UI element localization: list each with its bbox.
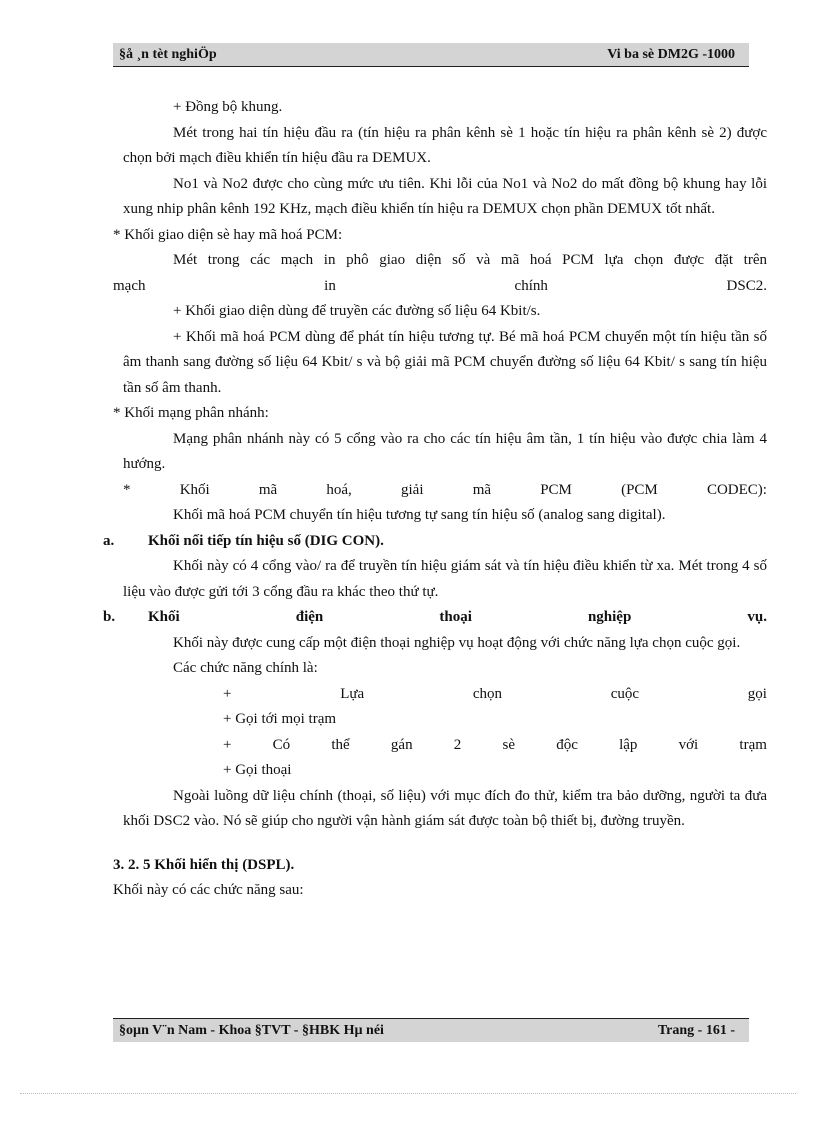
paragraph: Mạng phân nhánh này có 5 cổng vào ra cho các tín hiệu âm tần, 1 tín hiệu vào được chia làm 4 hướng. (123, 430, 767, 472)
para-line: Khối này có các chức năng sau: (113, 882, 304, 898)
section-a-heading (103, 529, 767, 555)
word: 2 (453, 736, 462, 753)
word: CODEC): (706, 481, 767, 498)
word: gán (390, 736, 413, 753)
word: lập (619, 736, 638, 753)
para-line: + Gọi thoại (223, 762, 292, 778)
para-line: + Gọi tới mọi trạm (223, 711, 337, 727)
word: điện (295, 609, 324, 625)
word: gọi (747, 685, 767, 702)
word: mã (258, 481, 278, 498)
word: thể (331, 736, 350, 753)
word: giải (401, 481, 424, 498)
word: thoại (439, 609, 472, 625)
word: Lựa (340, 685, 365, 702)
page-footer (113, 1018, 749, 1042)
justified-line (123, 733, 767, 759)
word: với (678, 736, 699, 753)
word: (PCM (621, 481, 658, 498)
paragraph: Khối này được cung cấp một điện thoại nghiệp vụ hoạt động với chức năng lựa chọn cuộc gọi. (173, 634, 741, 651)
footer-left: §oµn V¨n Nam - Khoa §TVT - §HBK Hµ néi (119, 1022, 384, 1038)
document-body (103, 95, 767, 904)
word: nghiệp (587, 609, 632, 625)
word: độc (556, 736, 578, 753)
subheading: * Khối giao diện sè hay mã hoá PCM: (113, 226, 343, 243)
word: trạm (739, 736, 767, 753)
word: Có (272, 736, 291, 753)
section-b-heading (103, 605, 767, 631)
word: hoá, (326, 481, 352, 498)
paragraph: Ngoài luồng dữ liệu chính (thoại, số liệu) với mục đích đo thử, kiểm tra bảo dưỡng, người ta đưa khối DSC2 vào. Nó sẽ giúp cho người vận hành giám sát được toàn bộ thiết bị, đường truyền. (123, 787, 767, 829)
para-line: Khối mã hoá PCM chuyển tín hiệu tương tự sang tín hiệu số (analog sang digital). (173, 507, 666, 523)
word: mã (472, 481, 492, 498)
word: chọn (472, 685, 503, 702)
para-line: Mét trong các mạch in phô giao diện số và mã hoá PCM lựa chọn được đặt trên (173, 252, 767, 268)
paragraph: + Khối mã hoá PCM dùng để phát tín hiệu tương tự. Bé mã hoá PCM chuyển một tín hiệu tần số âm thanh sang đường số liệu 64 Kbit/ s và bộ giải mã PCM chuyển đường số liệu 64 Kbit/ s sang tín hiệu tần số âm thanh. (123, 328, 767, 396)
word: chính (514, 277, 548, 294)
section-marker: a. (103, 532, 115, 549)
word: vụ. (747, 609, 767, 625)
page-edge-rule (20, 1093, 796, 1094)
header-left: §å ¸n tèt nghiÖp (119, 46, 217, 62)
word: * (123, 481, 131, 498)
justified-line (123, 478, 767, 504)
word: DSC2. (726, 277, 767, 294)
justified-line (113, 274, 767, 300)
para-line: Các chức năng chính là: (173, 660, 318, 676)
word: + (223, 685, 232, 702)
word: Khối (148, 609, 180, 625)
word: in (324, 277, 336, 294)
word: mạch (113, 277, 146, 294)
justified-line (123, 682, 767, 708)
word: Khối (179, 481, 210, 498)
word: cuộc (610, 685, 640, 702)
footer-page-number: Trang - 161 - (657, 1022, 735, 1038)
word: sè (502, 736, 515, 753)
spacer (123, 835, 767, 853)
para-line: + Đồng bộ khung. (173, 99, 283, 115)
subheading: * Khối mạng phân nhánh: (113, 405, 269, 421)
word: + (223, 736, 232, 753)
section-heading: 3. 2. 5 Khối hiển thị (DSPL). (113, 856, 295, 873)
header-right: Vi ba sè DM2G -1000 (607, 46, 735, 62)
paragraph: No1 và No2 được cho cùng mức ưu tiên. Khi lỗi của No1 và No2 do mất đồng bộ khung hay lỗi xung nhip phân kênh 192 KHz, mạch điều khiển tín hiệu ra DEMUX chọn phần DEMUX tốt nhất. (123, 175, 767, 217)
section-title: Khối nối tiếp tín hiệu số (DIG CON). (148, 532, 384, 549)
paragraph: Mét trong hai tín hiệu đầu ra (tín hiệu ra phân kênh sè 1 hoặc tín hiệu ra phân kênh sè 2) được chọn bởi mạch điều khiển tín hiệu đầu ra DEMUX. (123, 124, 767, 166)
section-marker: b. (103, 609, 116, 625)
paragraph: Khối này có 4 cổng vào/ ra để truyền tín hiệu giám sát và tín hiệu điều khiển từ xa. Mét trong 4 số liệu vào được gửi tới 3 cổng đầu ra khác theo thứ tự. (123, 558, 767, 600)
page-header (113, 43, 749, 67)
para-line: + Khối giao diện dùng để truyền các đường số liệu 64 Kbit/s. (173, 303, 541, 319)
word: PCM (540, 481, 572, 498)
